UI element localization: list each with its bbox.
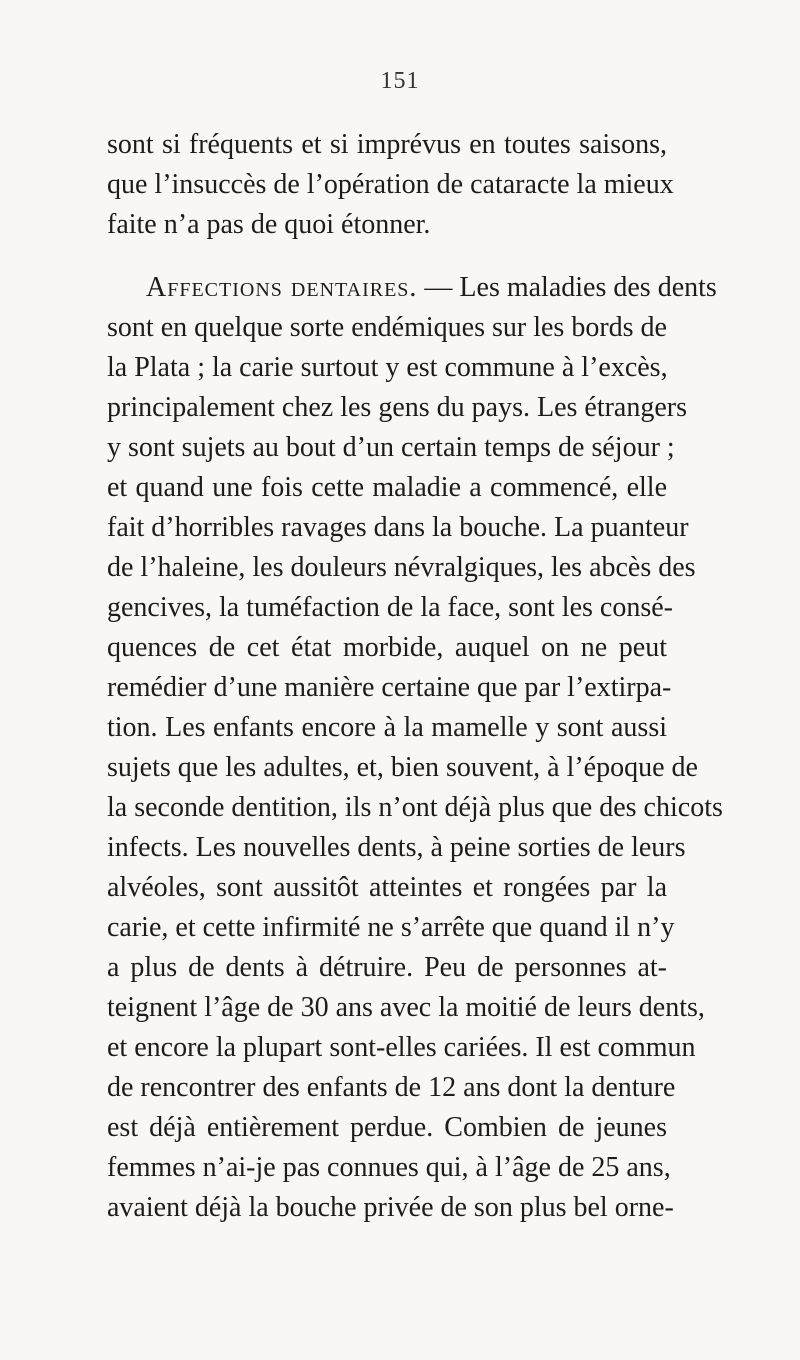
text-line: de rencontrer des enfants de 12 ans dont la denture <box>107 1072 676 1103</box>
section-heading: Affections dentaires. <box>146 272 418 303</box>
page-number: 151 <box>380 68 420 94</box>
text-line: a plus de dents à détruire. Peu de personnes at- <box>107 952 667 983</box>
text-line: sujets que les adultes, et, bien souvent, à l’époque de <box>107 752 698 783</box>
section-heading-line <box>146 270 717 306</box>
text-line: sont en quelque sorte endémiques sur les bords de <box>107 312 667 343</box>
text-line: y sont sujets au bout d’un certain temps de séjour ; <box>107 432 675 463</box>
text-line: la seconde dentition, ils n’ont déjà plus que des chicots <box>107 792 723 823</box>
text-line: la Plata ; la carie surtout y est commune à l’excès, <box>107 352 668 383</box>
text-line: quences de cet état morbide, auquel on ne peut <box>107 632 667 663</box>
text-line: est déjà entièrement perdue. Combien de jeunes <box>107 1112 667 1143</box>
text-line: faite n’a pas de quoi étonner. <box>107 209 431 240</box>
text-line: tion. Les enfants encore à la mamelle y sont aussi <box>107 712 667 743</box>
text-line: fait d’horribles ravages dans la bouche. La puanteur <box>107 512 689 543</box>
text-line: teignent l’âge de 30 ans avec la moitié de leurs dents, <box>107 992 705 1023</box>
text-line: que l’insuccès de l’opération de cataracte la mieux <box>107 169 674 200</box>
text-line: infects. Les nouvelles dents, à peine sorties de leurs <box>107 832 686 863</box>
text-line: gencives, la tuméfaction de la face, sont les consé- <box>107 592 673 623</box>
text-line: de l’haleine, les douleurs névralgiques, les abcès des <box>107 552 696 583</box>
text-line: avaient déjà la bouche privée de son plus bel orne- <box>107 1192 674 1223</box>
text-line: sont si fréquents et si imprévus en toutes saisons, <box>107 129 667 160</box>
text-segment: — Les maladies des dents <box>424 272 717 303</box>
text-line: femmes n’ai-je pas connues qui, à l’âge de 25 ans, <box>107 1152 671 1183</box>
text-line: principalement chez les gens du pays. Les étrangers <box>107 392 688 423</box>
text-line: alvéoles, sont aussitôt atteintes et rongées par la <box>107 872 667 903</box>
text-line: et encore la plupart sont-elles cariées. Il est commun <box>107 1032 696 1063</box>
text-line: et quand une fois cette maladie a commencé, elle <box>107 472 667 503</box>
text-line: remédier d’une manière certaine que par l’extirpa- <box>107 672 672 703</box>
text-line: carie, et cette infirmité ne s’arrête que quand il n’y <box>107 912 675 943</box>
